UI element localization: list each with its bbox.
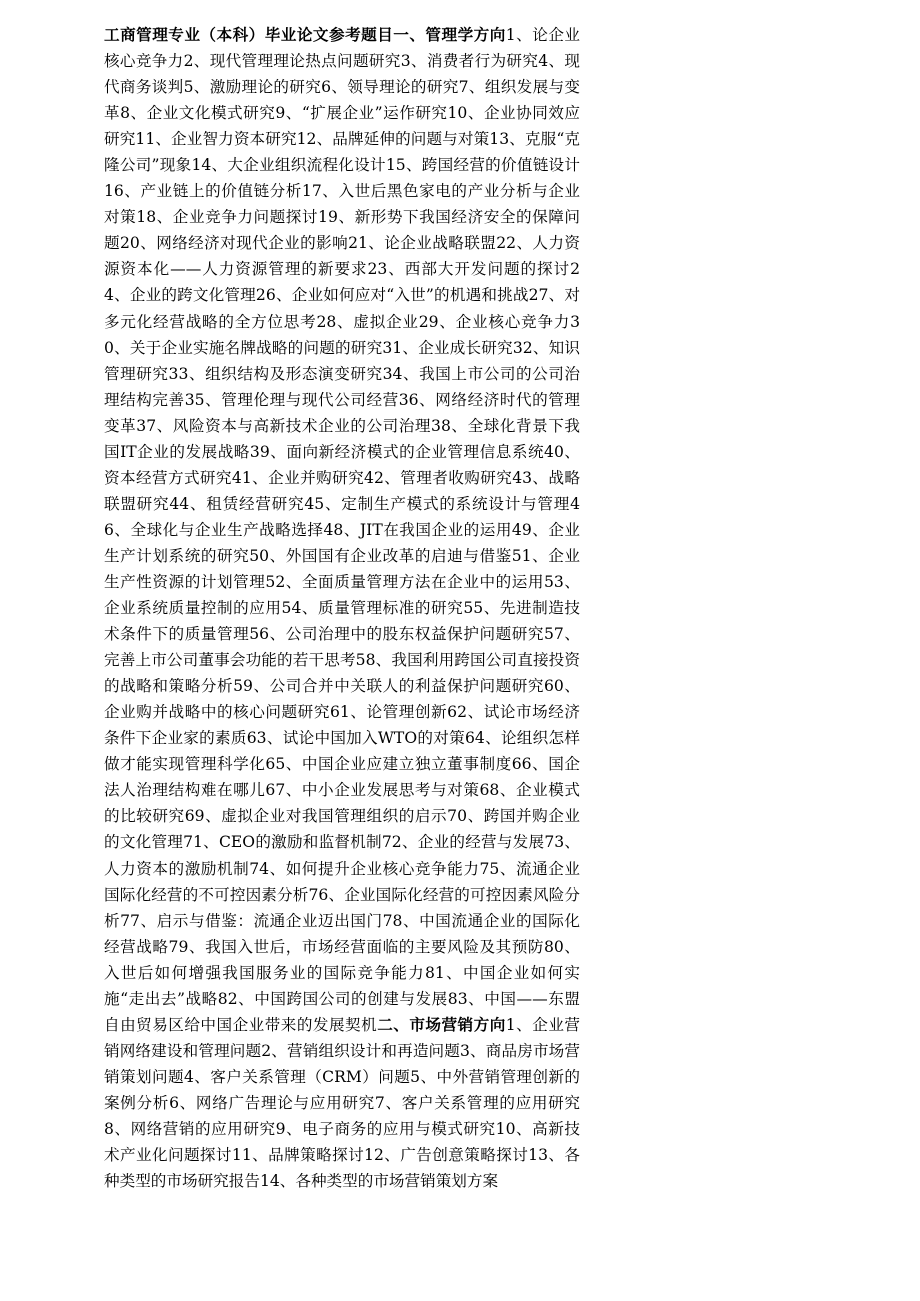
document-body-text — [104, 22, 580, 1194]
section-body-management: 1、论企业核心竞争力2、现代管理理论热点问题研究3、消费者行为研究4、现代商务谈判5、激励理论的研究6、领导理论的研究7、组织发展与变革8、企业文化模式研究9、“扩展企业”运作研究10、企业协同效应研究11、企业智力资本研究12、品牌延伸的问题与对策13、克服“克隆公司”现象14、大企业组织流程化设计15、跨国经营的价值链设计16、产业链上的价值链分析17、入世后黑色家电的产业分析与企业对策18、企业竞争力问题探讨19、新形势下我国经济安全的保障问题20、网络经济对现代企业的影响21、论企业战略联盟22、人力资源资本化——人力资源管理的新要求23、西部大开发问题的探讨24、企业的跨文化管理26、企业如何应对“入世”的机遇和挑战27、对多元化经营战略的全方位思考28、虚拟企业29、企业核心竞争力30、关于企业实施名牌战略的问题的研究31、企业成长研究32、知识管理研究33、组织结构及形态演变研究34、我国上市公司的公司治理结构完善35、管理伦理与现代公司经营36、网络经济时代的管理变革37、风险资本与高新技术企业的公司治理38、全球化背景下我国IT企业的发展战略39、面向新经济模式的企业管理信息系统40、资本经营方式研究41、企业并购研究42、管理者收购研究43、战略联盟研究44、租赁经营研究45、定制生产模式的系统设计与管理46、全球化与企业生产战略选择48、JIT在我国企业的运用49、企业生产计划系统的研究50、外国国有企业改革的启迪与借鉴51、企业生产性资源的计划管理52、全面质量管理方法在企业中的运用53、企业系统质量控制的应用54、质量管理标准的研究55、先进制造技术条件下的质量管理56、公司治理中的股东权益保护问题研究57、完善上市公司董事会功能的若干思考58、我国利用跨国公司直接投资的战略和策略分析59、公司合并中关联人的利益保护问题研究60、企业购并战略中的核心问题研究61、论管理创新62、试论市场经济条件下企业家的素质63、试论中国加入WTO的对策64、论组织怎样做才能实现管理科学化65、中国企业应建立独立董事制度66、国企法人治理结构难在哪儿67、中小企业发展思考与对策68、企业模式的比较研究69、虚拟企业对我国管理组织的启示70、跨国并购企业的文化管理71、CEO的激励和监督机制72、企业的经营与发展73、人力资本的激励机制74、如何提升企业核心竞争能力75、流通企业国际化经营的不可控因素分析76、企业国际化经营的可控因素风险分析77、启示与借鉴：流通企业迈出国门78、中国流通企业的国际化经营战略79、我国入世后，市场经营面临的主要风险及其预防80、入世后如何增强我国服务业的国际竞争能力81、中国企业如何实施“走出去”战略82、中国跨国公司的创建与发展83、中国——东盟自由贸易区给中国企业带来的发展契机 — [104, 26, 580, 1034]
section-heading-marketing: 二、市场营销方向 — [377, 1014, 506, 1034]
section-body-marketing: 1、企业营销网络建设和管理问题2、营销组织设计和再造问题3、商品房市场营销策划问题4、客户关系管理（CRM）问题5、中外营销管理创新的案例分析6、网络广告理论与应用研究7、客户关系管理的应用研究8、网络营销的应用研究9、电子商务的应用与模式研究10、高新技术产业化问题探讨11、品牌策略探讨12、广告创意策略探讨13、各种类型的市场研究报告14、各种类型的市场营销策划方案 — [104, 1015, 580, 1191]
document-page — [104, 22, 580, 1194]
section-heading-management: 工商管理专业（本科）毕业论文参考题目一、管理学方向 — [104, 25, 506, 44]
